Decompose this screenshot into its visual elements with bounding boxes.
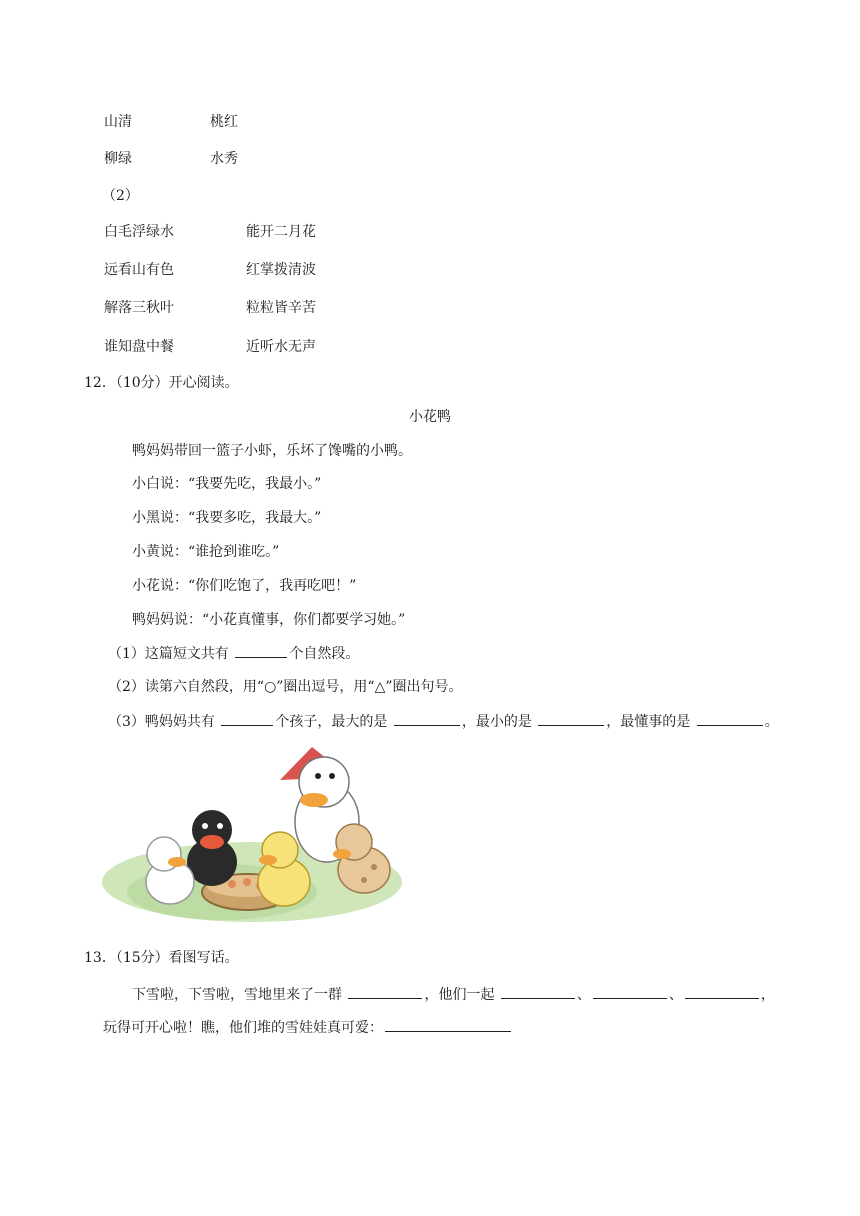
match-right-1: 桃红 [210,114,238,130]
q12-sub1-text-a: （1）这篇短文共有 [108,646,229,662]
q13-line1-text-a: 下雪啦，下雪啦，雪地里来了一群 [132,987,342,1003]
answer-blank-activity-1[interactable] [501,984,575,999]
answer-blank-snowman[interactable] [385,1017,511,1032]
q13-line1 [132,984,775,1005]
answer-blank-activity-2[interactable] [593,984,667,999]
q12-heading: 12．（10分）开心阅读。 [84,375,239,391]
story-paragraph-1: 鸭妈妈带回一篮子小虾，乐坏了馋嘴的小鸭。 [132,443,412,459]
q13-line1-text-e: ， [760,987,775,1003]
poem-right-2: 红掌拨清波 [246,262,316,278]
story-title: 小花鸭 [409,409,451,425]
answer-blank-youngest[interactable] [538,711,604,726]
q13-line1-text-d: 、 [668,987,683,1003]
q12-sub3 [108,711,779,732]
poem-right-4: 近听水无声 [246,339,316,355]
poem-left-3: 解落三秋叶 [104,300,174,316]
q12-sub3-text-c: ，最小的是 [461,714,532,730]
q12-sub3-text-b: 个孩子，最大的是 [275,714,388,730]
match-left-1: 山清 [104,114,132,130]
part2-label: （2） [102,188,139,204]
q13-heading: 13．（15分）看图写话。 [84,950,239,966]
q13-line1-text-c: 、 [576,987,591,1003]
q12-sub1-text-b: 个自然段。 [289,646,360,662]
answer-blank-activity-3[interactable] [685,984,759,999]
q12-sub3-text-a: （3）鸭妈妈共有 [108,714,215,730]
story-paragraph-3: 小黑说：“我要多吃，我最大。” [132,510,322,526]
story-paragraph-4: 小黄说：“谁抢到谁吃。” [132,544,280,560]
story-paragraph-6: 鸭妈妈说：“小花真懂事，你们都要学习她。” [132,612,406,628]
poem-left-1: 白毛浮绿水 [104,224,174,240]
poem-left-4: 谁知盘中餐 [104,339,174,355]
q12-sub2: （2）读第六自然段，用“○”圈出逗号，用“△”圈出句号。 [108,679,463,695]
poem-right-1: 能开二月花 [246,224,316,240]
poem-left-2: 远看山有色 [104,262,174,278]
match-left-2: 柳绿 [104,151,132,167]
q13-line1-text-b: ，他们一起 [424,987,495,1003]
story-paragraph-5: 小花说：“你们吃饱了，我再吃吧！” [132,578,357,594]
q12-sub1 [108,643,359,664]
q12-sub3-text-e: 。 [764,714,779,730]
match-right-2: 水秀 [210,151,238,167]
answer-blank-children-count[interactable] [221,711,273,726]
story-paragraph-2: 小白说：“我要先吃，我最小。” [132,476,322,492]
poem-right-3: 粒粒皆辛苦 [246,300,316,316]
answer-blank-who-came[interactable] [348,984,422,999]
answer-blank-most-sensible[interactable] [697,711,763,726]
ducks-illustration [102,742,412,932]
q12-sub3-text-d: ，最懂事的是 [606,714,691,730]
q13-line2 [103,1017,513,1038]
answer-blank-paragraph-count[interactable] [235,643,287,658]
answer-blank-oldest[interactable] [394,711,460,726]
q13-line2-text: 玩得可开心啦！瞧，他们堆的雪娃娃真可爱： [103,1020,383,1036]
